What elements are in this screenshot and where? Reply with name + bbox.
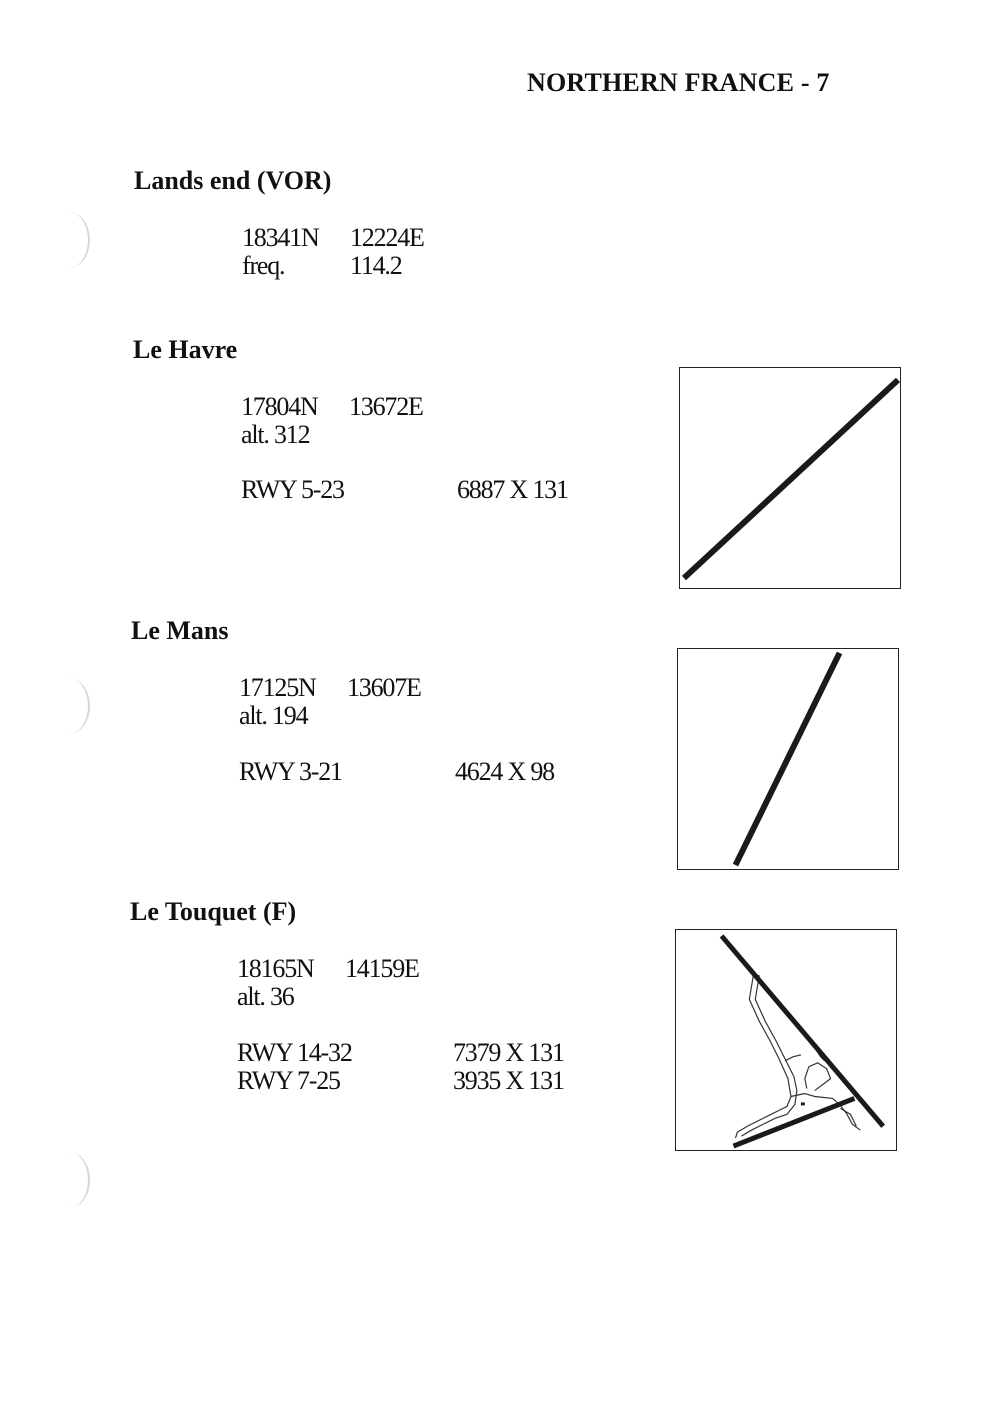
- binder-hole: [48, 1152, 90, 1208]
- section-title-le-havre: Le Havre: [133, 335, 238, 364]
- section-title-le-touquet: Le Touquet (F): [130, 897, 297, 926]
- runway-3-21: [735, 653, 839, 865]
- taxiway-outlines: [735, 976, 860, 1139]
- latitude: 18341N: [242, 223, 319, 252]
- altitude: alt. 312: [241, 420, 310, 449]
- section-title-le-mans: Le Mans: [131, 616, 229, 645]
- runway-row: [239, 757, 554, 787]
- longitude: 14159E: [345, 954, 419, 983]
- runway-diagram-le-mans: [677, 648, 899, 870]
- runway-dimensions: 4624 X 98: [455, 757, 554, 786]
- runway-diagram-le-touquet: [675, 929, 897, 1151]
- binder-hole: [48, 212, 90, 268]
- frequency-label: freq.: [242, 251, 285, 280]
- coordinates: [237, 954, 419, 984]
- runway-14-32: [722, 936, 884, 1126]
- runway-5-23: [684, 380, 898, 578]
- page-title: NORTHERN FRANCE - 7: [527, 68, 830, 97]
- runway-id: RWY 5-23: [241, 475, 344, 504]
- longitude: 13672E: [349, 392, 423, 421]
- runway-id: RWY 7-25: [237, 1066, 340, 1095]
- coordinates: [241, 392, 423, 422]
- runway-dimensions: 3935 X 131: [453, 1066, 564, 1095]
- section-title-lands-end: Lands end (VOR): [134, 166, 332, 195]
- altitude: alt. 36: [237, 982, 294, 1011]
- runway-row: [237, 1066, 564, 1096]
- longitude: 12224E: [350, 223, 424, 252]
- frequency: [242, 251, 402, 281]
- runway-dimensions: 7379 X 131: [453, 1038, 564, 1067]
- longitude: 13607E: [347, 673, 421, 702]
- runway-id: RWY 3-21: [239, 757, 342, 786]
- runway-row: [237, 1038, 564, 1068]
- runway-id: RWY 14-32: [237, 1038, 352, 1067]
- marker: [801, 1102, 805, 1105]
- latitude: 17125N: [239, 673, 316, 702]
- latitude: 17804N: [241, 392, 318, 421]
- frequency-value: 114.2: [350, 251, 402, 280]
- runway-diagram-le-havre: [679, 367, 901, 589]
- latitude: 18165N: [237, 954, 314, 983]
- runway-row: [241, 475, 568, 505]
- runway-dimensions: 6887 X 131: [457, 475, 568, 504]
- binder-hole: [48, 678, 90, 734]
- altitude: alt. 194: [239, 701, 308, 730]
- coordinates: [239, 673, 421, 703]
- coordinates: [242, 223, 424, 253]
